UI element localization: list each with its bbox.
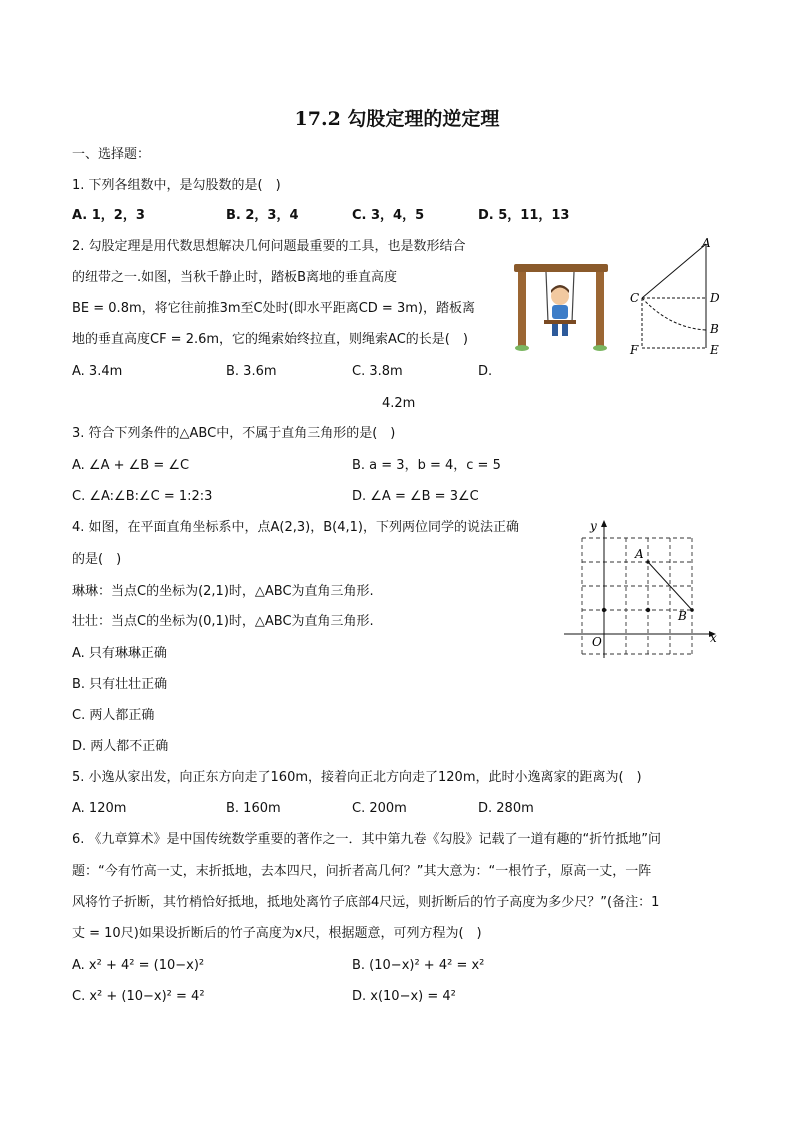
q4-option-d: D. 两人都不正确 bbox=[72, 739, 169, 754]
swing-illustration bbox=[512, 260, 610, 352]
q4-line-4: 壮壮：当点C的坐标为(0,1)时，△ABC为直角三角形. bbox=[72, 614, 374, 629]
q3-option-b: B. a = 3，b = 4，c = 5 bbox=[352, 458, 501, 473]
origin-label: O bbox=[592, 635, 602, 649]
q3-option-d: D. ∠A = ∠B = 3∠C bbox=[352, 489, 479, 504]
q4-line-2: 的是( ) bbox=[72, 552, 122, 567]
q5-option-c: C. 200m bbox=[352, 801, 407, 816]
q6-option-c: C. x² + (10−x)² = 4² bbox=[72, 989, 205, 1004]
q5-option-d: D. 280m bbox=[478, 801, 534, 816]
q2-line-1: 2. 勾股定理是用代数思想解决几何问题最重要的工具，也是数形结合 bbox=[72, 239, 466, 254]
q2-line-3: BE = 0.8m，将它往前推3m至C处时(即水平距离CD = 3m)，踏板离 bbox=[72, 301, 475, 316]
q4-option-b: B. 只有壮壮正确 bbox=[72, 677, 168, 692]
section-heading: 一、选择题： bbox=[72, 147, 151, 162]
q2-option-b: B. 3.6m bbox=[226, 364, 277, 379]
q2-line-4: 地的垂直高度CF = 2.6m，它的绳索始终拉直，则绳索AC的长是( ) bbox=[72, 332, 468, 347]
q2-geometry-figure bbox=[622, 236, 730, 360]
q4-line-3: 琳琳：当点C的坐标为(2,1)时，△ABC为直角三角形. bbox=[72, 584, 374, 599]
q6-line-1: 6. 《九章算术》是中国传统数学重要的著作之一．其中第九卷《勾股》记载了一道有趣的“折竹抵地”问 bbox=[72, 832, 662, 847]
q1-stem: 1. 下列各组数中，是勾股数的是( ) bbox=[72, 178, 281, 193]
q2-option-a: A. 3.4m bbox=[72, 364, 123, 379]
label-c: C bbox=[630, 291, 640, 305]
q2-option-d: D. bbox=[478, 364, 493, 379]
q4-option-a: A. 只有琳琳正确 bbox=[72, 646, 167, 661]
q3-option-a: A. ∠A + ∠B = ∠C bbox=[72, 458, 190, 473]
q4-option-c: C. 两人都正确 bbox=[72, 708, 155, 723]
q5-stem: 5. 小逸从家出发，向正东方向走了160m，接着向正北方向走了120m，此时小逸离家的距离为( ) bbox=[72, 770, 642, 785]
q5-option-b: B. 160m bbox=[226, 801, 281, 816]
q3-option-c: C. ∠A:∠B:∠C = 1:2:3 bbox=[72, 489, 213, 504]
q6-option-a: A. x² + 4² = (10−x)² bbox=[72, 958, 205, 973]
q1-option-c: C. 3，4，5 bbox=[352, 208, 425, 223]
q6-option-d: D. x(10−x) = 4² bbox=[352, 989, 456, 1004]
q6-line-4: 丈 = 10尺)如果设折断后的竹子高度为x尺，根据题意，可列方程为( ) bbox=[72, 926, 482, 941]
q2-option-c: C. 3.8m bbox=[352, 364, 403, 379]
label-f: F bbox=[630, 343, 639, 357]
label-b: B bbox=[710, 322, 719, 336]
axis-x-label: x bbox=[710, 631, 717, 645]
q1-option-d: D. 5，11，13 bbox=[478, 208, 570, 223]
q2-option-d-value: 4.2m bbox=[382, 396, 416, 411]
q6-line-3: 风将竹子折断，其竹梢恰好抵地，抵地处离竹子底部4尺远，则折断后的竹子高度为多少尺？”(备注：1 bbox=[72, 895, 660, 910]
q1-option-a: A. 1，2，3 bbox=[72, 208, 145, 223]
point-a-label: A bbox=[635, 547, 644, 561]
q3-stem: 3. 符合下列条件的△ABC中，不属于直角三角形的是( ) bbox=[72, 426, 396, 441]
q2-line-2: 的纽带之一.如图，当秋千静止时，踏板B离地的垂直高度 bbox=[72, 270, 398, 285]
q4-coordinate-grid bbox=[560, 516, 724, 660]
point-b-label: B bbox=[678, 609, 687, 623]
page-title: 17.2 勾股定理的逆定理 bbox=[294, 108, 500, 130]
q6-option-b: B. (10−x)² + 4² = x² bbox=[352, 958, 485, 973]
q4-line-1: 4. 如图，在平面直角坐标系中，点A(2,3)，B(4,1)，下列两位同学的说法正确 bbox=[72, 520, 519, 535]
q6-line-2: 题：“今有竹高一丈，末折抵地，去本四尺，问折者高几何？”其大意为：“一根竹子，原高一丈，一阵 bbox=[72, 864, 652, 879]
q1-option-b: B. 2，3，4 bbox=[226, 208, 299, 223]
label-d: D bbox=[710, 291, 720, 305]
label-e: E bbox=[710, 343, 719, 357]
label-a: A bbox=[702, 236, 711, 250]
q5-option-a: A. 120m bbox=[72, 801, 127, 816]
axis-y-label: y bbox=[590, 519, 597, 533]
